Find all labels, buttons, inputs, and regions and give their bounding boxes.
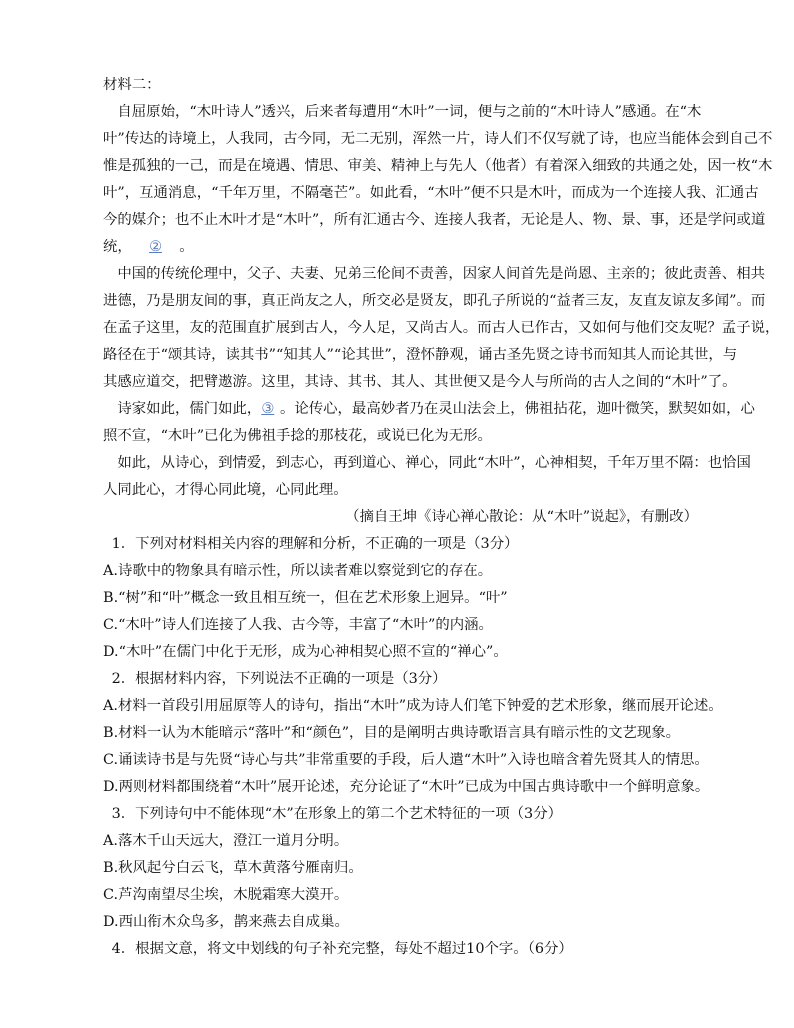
question-3-option-b: B.秋风起兮白云飞，草木黄落兮雁南归。 bbox=[103, 860, 363, 876]
paragraph-2-line: 进德，乃是朋友间的事，真正尚友之人，所交必是贤友，即孔子所说的“益者三友，友直友谅友多闻”。而 bbox=[103, 293, 766, 309]
text-run: 。论传心，最高妙者乃在灵山法会上，佛祖拈花，迦叶微笑，默契如如，心 bbox=[279, 401, 755, 417]
source-citation: （摘自王坤《诗心禅心散论：从“木叶”说起》，有删改） bbox=[345, 509, 698, 525]
paragraph-4-line: 人同此心，才得心同此境，心同此理。 bbox=[103, 482, 348, 498]
question-3-option-d: D.西山衔木众鸟多，鹊来燕去自成巢。 bbox=[103, 914, 349, 930]
text-run: 统， bbox=[103, 239, 132, 255]
paragraph-4-line: 如此，从诗心，到情爱，到志心，再到道心、禅心，同此“木叶”，心神相契，千年万里不隔：也恰国 bbox=[117, 455, 751, 471]
question-2-stem: 2．根据材料内容，下列说法不正确的一项是（3分） bbox=[111, 671, 447, 687]
question-2-option-b: B.材料一认为木能暗示“落叶”和“颜色”，目的是阐明古典诗歌语言具有暗示性的文艺现象。 bbox=[103, 725, 681, 741]
paragraph-2-line: 路径在于“颂其诗，读其书”“知其人”“论其世”，澄怀静观，诵古圣先贤之诗书而知其人而论其世，与 bbox=[103, 347, 738, 363]
paragraph-1-line: 自屈原始，“木叶诗人”透兴，后来者每遭用“木叶”一词，便与之前的“木叶诗人”感通。在“木 bbox=[117, 104, 702, 120]
question-1-option-a: A.诗歌中的物象具有暗示性，所以读者难以察觉到它的存在。 bbox=[103, 563, 493, 579]
paragraph-1-line: 惟是孤独的一己，而是在境遇、情思、审美、精神上与先人（他者）有着深入细致的共通之处，因一枚“木 bbox=[103, 158, 773, 174]
paragraph-1-line: 叶”传达的诗境上，人我同，古今同，无二无别，浑然一片，诗人们不仅写就了诗，也应当能体会到自己不 bbox=[103, 131, 773, 147]
paragraph-1-line: 叶”，互通消息，“千年万里，不隔毫芒”。如此看，“木叶”便不只是木叶，而成为一个连接人我、汇通古 bbox=[103, 185, 759, 201]
material-heading: 材料二： bbox=[103, 77, 161, 93]
question-3-stem: 3．下列诗句中不能体现“木”在形象上的第二个艺术特征的一项（3分） bbox=[111, 806, 562, 822]
fill-blank-2: ② bbox=[149, 239, 162, 255]
question-2-option-c: C.诵读诗书是与先贤“诗心与共”非常重要的手段，后人遣“木叶”入诗也暗含着先贤其人的情思。 bbox=[103, 752, 709, 768]
question-1-option-c: C.“木叶”诗人们连接了人我、古今等，丰富了“木叶”的内涵。 bbox=[103, 617, 493, 633]
paragraph-2-line: 在孟子这里，友的范围直扩展到古人，今人足，又尚古人。而古人已作古，又如何与他们交友呢？孟子说， bbox=[103, 320, 780, 336]
paragraph-2-line: 中国的传统伦理中，父子、夫妻、兄弟三伦间不责善，因家人间首先是尚恩、主亲的；彼此责善、相共 bbox=[117, 266, 765, 282]
question-1-option-d: D.“木叶”在儒门中化于无形，成为心神相契心照不宣的“禅心”。 bbox=[103, 644, 508, 660]
paragraph-1-last-line bbox=[103, 234, 698, 261]
fill-blank-3: ③ bbox=[261, 401, 275, 417]
question-2-option-a: A.材料一首段引用屈原等人的诗句，指出“木叶”成为诗人们笔下钟爱的艺术形象，继而展开论述。 bbox=[103, 698, 723, 714]
question-1-option-b: B.“树”和“叶”概念一致且相互统一，但在艺术形象上迥异。“叶” bbox=[103, 590, 508, 606]
paragraph-2-line: 其感应道交，把臂遨游。这里，其诗、其书、其人、其世便又是今人与所尚的古人之间的“木叶”了。 bbox=[103, 374, 737, 390]
text-run: 诗家如此，儒门如此， bbox=[117, 401, 262, 417]
question-2-option-d: D.两则材料都围绕着“木叶”展开论述，充分论证了“木叶”已成为中国古典诗歌中一个鲜明意象。 bbox=[103, 779, 710, 795]
text-run: 。 bbox=[179, 239, 194, 255]
question-1-stem: 1．下列对材料相关内容的理解和分析，不正确的一项是（3分） bbox=[111, 536, 519, 552]
paragraph-1-line: 今的媒介；也不止木叶才是“木叶”，所有汇通古今、连接人我者，无论是人、物、景、事，还是学问或道 bbox=[103, 212, 766, 228]
paragraph-3-line bbox=[103, 396, 755, 423]
question-3-option-c: C.芦沟南望尽尘埃，木脱霜寒大漠开。 bbox=[103, 887, 349, 903]
question-3-option-a: A.落木千山天远大，澄江一道月分明。 bbox=[103, 833, 349, 849]
question-4-stem: 4．根据文意，将文中划线的句子补充完整，每处不超过10个字。（6分） bbox=[111, 941, 573, 957]
paragraph-3-line: 照不宣，“木叶”已化为佛祖手捻的那枝花，或说已化为无形。 bbox=[103, 428, 492, 444]
